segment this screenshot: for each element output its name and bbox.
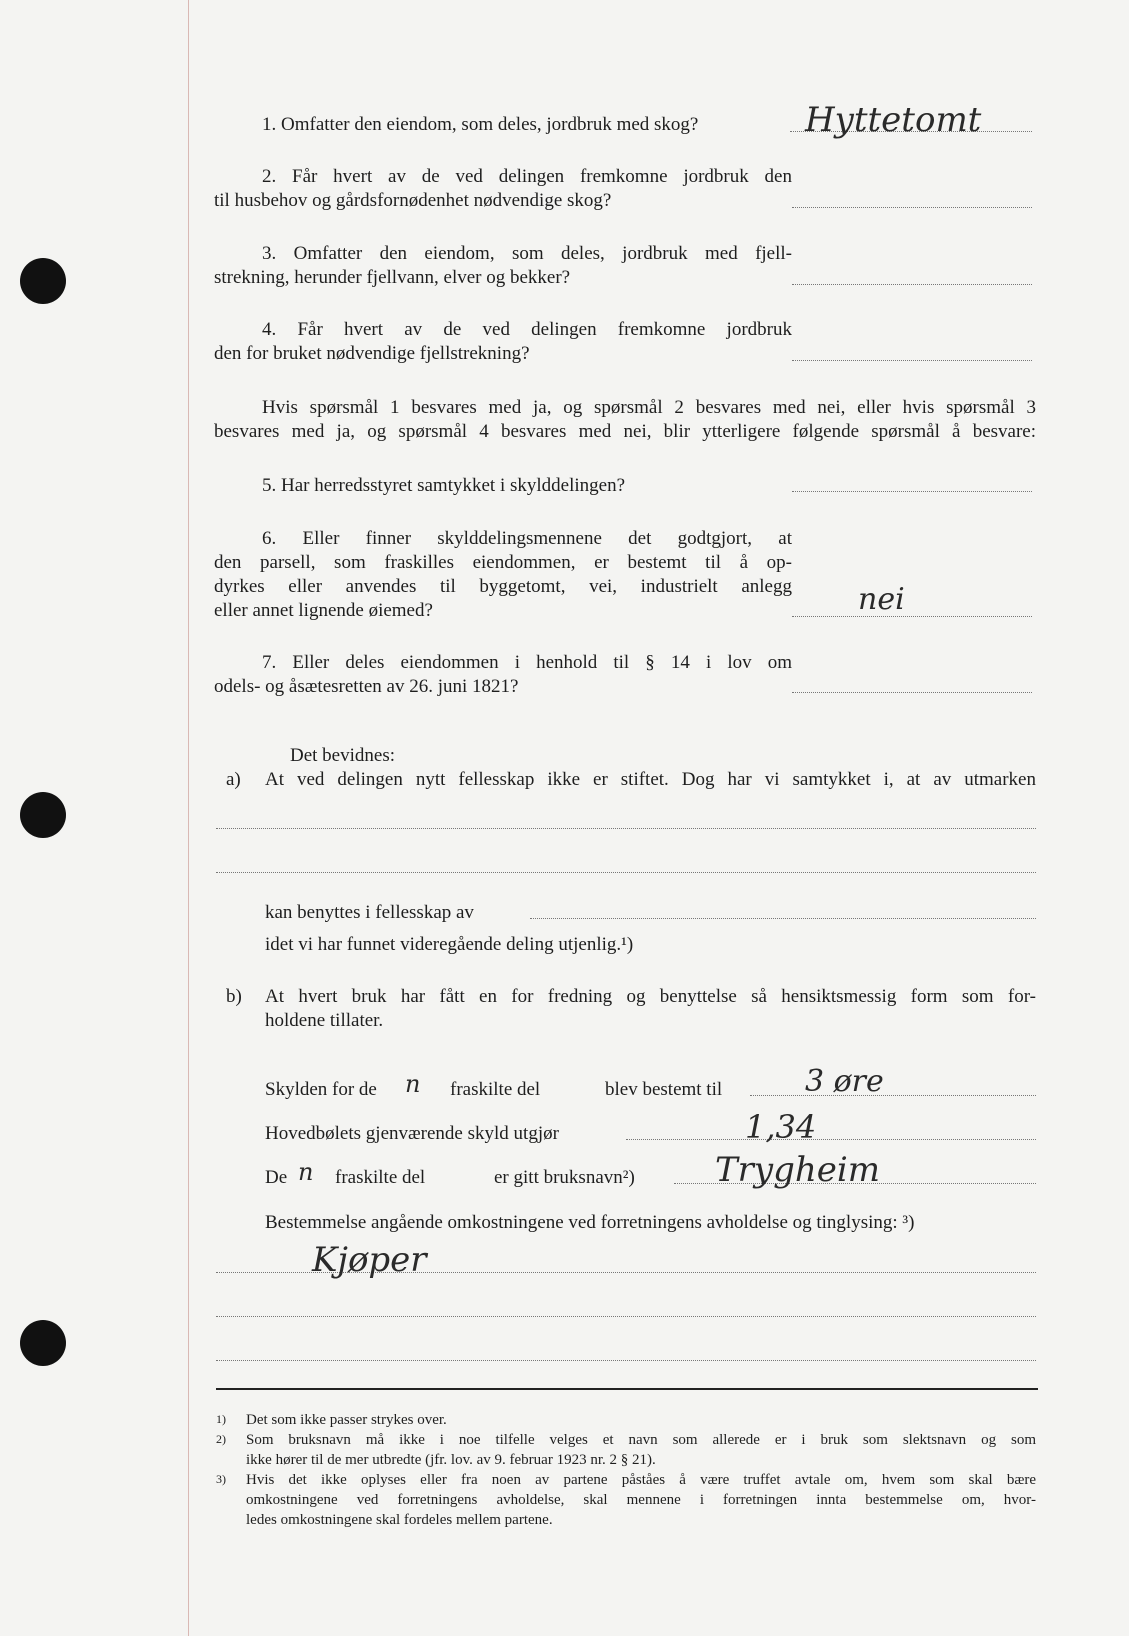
question-3-line-1: 3. Omfatter den eiendom, som deles, jordbruk med fjell- <box>262 243 792 264</box>
question-3-line-2: strekning, herunder fjellvann, elver og bekker? <box>214 267 571 288</box>
omk-label: Bestemmelse angående omkostningene ved forretningens avholdelse og tinglysing: ³) <box>265 1212 915 1233</box>
question-6-line-1: 6. Eller finner skylddelingsmennene det godtgjort, at <box>262 528 792 549</box>
blank-line <box>216 1360 1036 1361</box>
answer-6-handwritten: nei <box>858 582 905 617</box>
navn-value-handwritten: Trygheim <box>715 1150 881 1190</box>
attest-heading: Det bevidnes: <box>290 745 396 766</box>
answer-line-2 <box>792 207 1032 208</box>
item-a-label: a) <box>226 769 241 790</box>
footnote-3-line-1: Hvis det ikke oplyses eller fra noen av partene påståes å være truffet avtale om, hvem som skal bære <box>246 1472 1036 1488</box>
item-b-line-1: At hvert bruk har fått en for fredning og benyttelse så hensiktsmessig form som for- <box>265 986 1036 1007</box>
margin-line <box>188 0 189 1636</box>
skyld-label-mid: fraskilte del <box>450 1079 541 1100</box>
instruction-line-1: Hvis spørsmål 1 besvares med ja, og spørsmål 2 besvares med nei, eller hvis spørsmål 3 <box>262 397 1036 418</box>
question-7-line-2: odels- og åsætesretten av 26. juni 1821? <box>214 676 519 697</box>
navn-label-pre: De <box>265 1167 288 1188</box>
punch-hole <box>20 1320 66 1366</box>
navn-label-mid: fraskilte del <box>335 1167 426 1188</box>
skyld-handwritten-suffix: n <box>405 1070 421 1098</box>
footnote-1-mark: 1) <box>216 1412 226 1426</box>
blank-line <box>216 872 1036 873</box>
question-1: 1. Omfatter den eiendom, som deles, jordbruk med skog? <box>262 114 699 135</box>
skyld-label-pre: Skylden for de <box>265 1079 377 1100</box>
answer-line-5 <box>792 491 1032 492</box>
item-b-label: b) <box>226 986 242 1007</box>
footnote-3-mark: 3) <box>216 1472 226 1486</box>
skyld-label-post: blev bestemt til <box>605 1079 723 1100</box>
navn-label-post: er gitt bruksnavn²) <box>494 1167 635 1188</box>
punch-hole <box>20 258 66 304</box>
question-6-line-4: eller annet lignende øiemed? <box>214 600 433 621</box>
question-2-line-2: til husbehov og gårdsfornødenhet nødvendige skog? <box>214 190 612 211</box>
question-4-line-1: 4. Får hvert av de ved delingen fremkomne jordbruk <box>262 319 792 340</box>
footnote-2-mark: 2) <box>216 1432 226 1446</box>
blank-line <box>216 828 1036 829</box>
hoved-value-handwritten: 1,34 <box>745 1108 817 1146</box>
instruction-line-2: besvares med ja, og spørsmål 4 besvares med nei, blir ytterligere følgende spørsmål å besvare: <box>214 421 1036 442</box>
question-7-line-1: 7. Eller deles eiendommen i henhold til § 14 i lov om <box>262 652 792 673</box>
hoved-label: Hovedbølets gjenværende skyld utgjør <box>265 1123 559 1144</box>
item-a-line-4: idet vi har funnet videregående deling utjenlig.¹) <box>265 934 634 955</box>
item-a-text: At ved delingen nytt fellesskap ikke er stiftet. Dog har vi samtykket i, at av utmarken <box>265 769 1036 790</box>
punch-hole <box>20 792 66 838</box>
question-5: 5. Har herredsstyret samtykket i skylddelingen? <box>262 475 626 496</box>
question-2-line-1: 2. Får hvert av de ved delingen fremkomne jordbruk den <box>262 166 792 187</box>
question-6-line-3: dyrkes eller anvendes til byggetomt, vei, industrielt anlegg <box>214 576 792 597</box>
answer-line-6 <box>792 616 1032 617</box>
blank-line <box>530 918 1036 919</box>
question-4-line-2: den for bruket nødvendige fjellstrekning? <box>214 343 530 364</box>
skyld-value-handwritten: 3 øre <box>805 1064 884 1099</box>
answer-line-4 <box>792 360 1032 361</box>
footnote-2-line-1: Som bruksnavn må ikke i noe tilfelle velges et navn som allerede er i bruk som slektsnavn og som <box>246 1432 1036 1448</box>
answer-line-7 <box>792 692 1032 693</box>
item-b-line-2: holdene tillater. <box>265 1010 384 1031</box>
question-6-line-2: den parsell, som fraskilles eiendommen, er bestemt til å op- <box>214 552 792 573</box>
skyld-line <box>750 1095 1036 1096</box>
footnote-3-line-2: omkostningene ved forretningens avholdelse, skal mennene i forretningen innta bestemmelse om, hvor- <box>246 1492 1036 1508</box>
hoved-line <box>626 1139 1036 1140</box>
blank-line <box>216 1316 1036 1317</box>
item-a-line-3: kan benyttes i fellesskap av <box>265 902 474 923</box>
answer-line-3 <box>792 284 1032 285</box>
footnote-3-line-3: ledes omkostningene skal fordeles mellem partene. <box>246 1512 553 1528</box>
footnote-1-line-1: Det som ikke passer strykes over. <box>246 1412 447 1428</box>
navn-handwritten-suffix: n <box>298 1158 314 1186</box>
answer-1-handwritten: Hyttetomt <box>805 100 982 140</box>
footnote-2-line-2: ikke hører til de mer utbredte (jfr. lov. av 9. februar 1923 nr. 2 § 21). <box>246 1452 656 1468</box>
footnote-rule <box>216 1388 1038 1390</box>
omk-value-handwritten: Kjøper <box>312 1240 427 1280</box>
